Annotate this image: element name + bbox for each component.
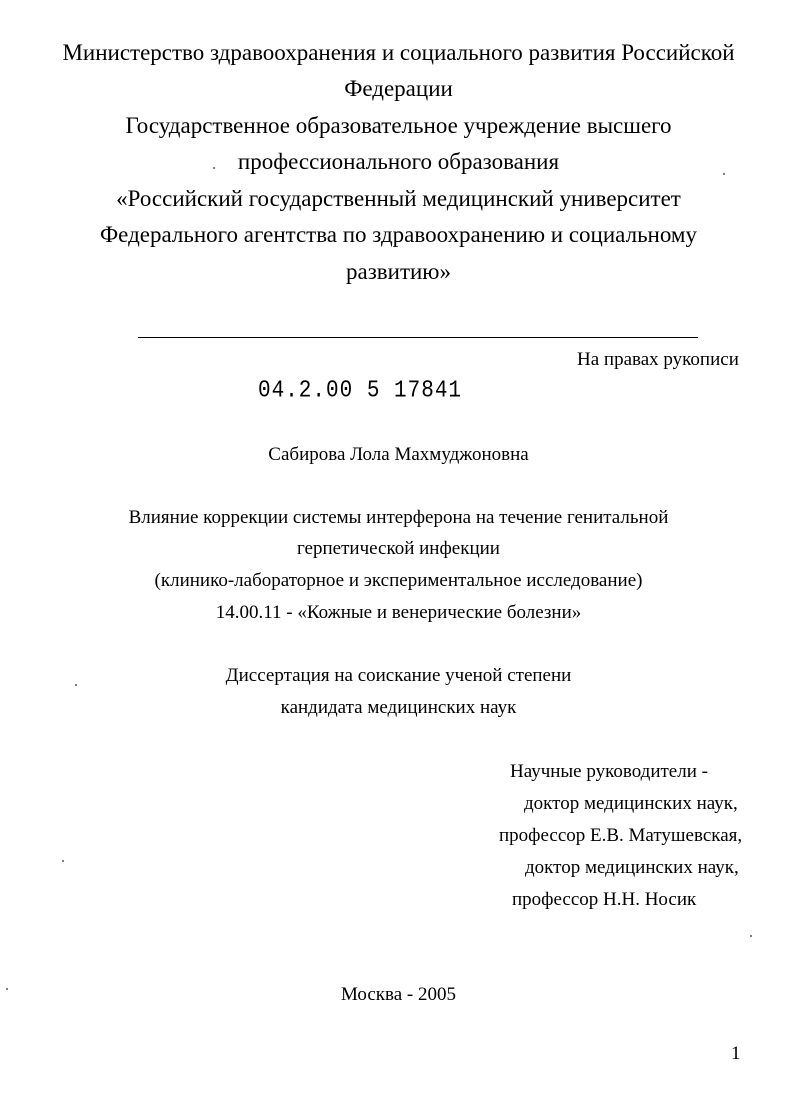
institution-line-2: профессионального образования	[237, 149, 560, 174]
scan-speck	[723, 173, 725, 175]
ministry-line-1: Министерство здравоохранения и социального развития Российской	[62, 40, 735, 65]
scan-speck	[6, 988, 8, 990]
thesis-subtitle: (клинико-лабораторное и экспериментальное исследование)	[154, 570, 643, 591]
supervisor-1-name: профессор Е.В. Матушевская,	[499, 825, 743, 846]
scan-speck	[75, 684, 77, 686]
supervisor-2-degree: доктор медицинских наук,	[525, 857, 739, 878]
supervisor-1-degree: доктор медицинских наук,	[524, 793, 738, 814]
university-line-2: Федерального агентства по здравоохранению и социальному	[100, 222, 697, 247]
thesis-title-line-2: герпетической инфекции	[297, 538, 500, 559]
scan-speck	[750, 935, 752, 937]
university-line-1: «Российский государственный медицинский университет	[116, 186, 681, 211]
scan-speck	[213, 167, 215, 169]
registration-number-stamp: 04.2.00 5 17841	[258, 378, 463, 405]
degree-line-1: Диссертация на соискание ученой степени	[225, 665, 572, 686]
rights-note: На правах рукописи	[577, 349, 739, 370]
header-divider	[138, 337, 698, 338]
supervisors-heading: Научные руководители -	[510, 761, 708, 782]
university-line-3: развитию»	[345, 259, 451, 284]
ministry-line-2: Федерации	[344, 76, 453, 101]
page-number: 1	[731, 1043, 741, 1064]
thesis-title-line-1: Влияние коррекции системы интерферона на течение генитальной	[128, 507, 669, 528]
scan-speck	[62, 860, 64, 862]
degree-line-2: кандидата медицинских наук	[280, 697, 517, 718]
supervisor-2-name: профессор Н.Н. Носик	[512, 889, 697, 910]
author-name: Сабирова Лола Махмуджоновна	[268, 444, 529, 465]
place-year: Москва - 2005	[340, 984, 457, 1005]
institution-line-1: Государственное образовательное учреждение высшего	[125, 113, 672, 138]
specialty-code: 14.00.11 - «Кожные и венерические болезни»	[215, 602, 582, 623]
